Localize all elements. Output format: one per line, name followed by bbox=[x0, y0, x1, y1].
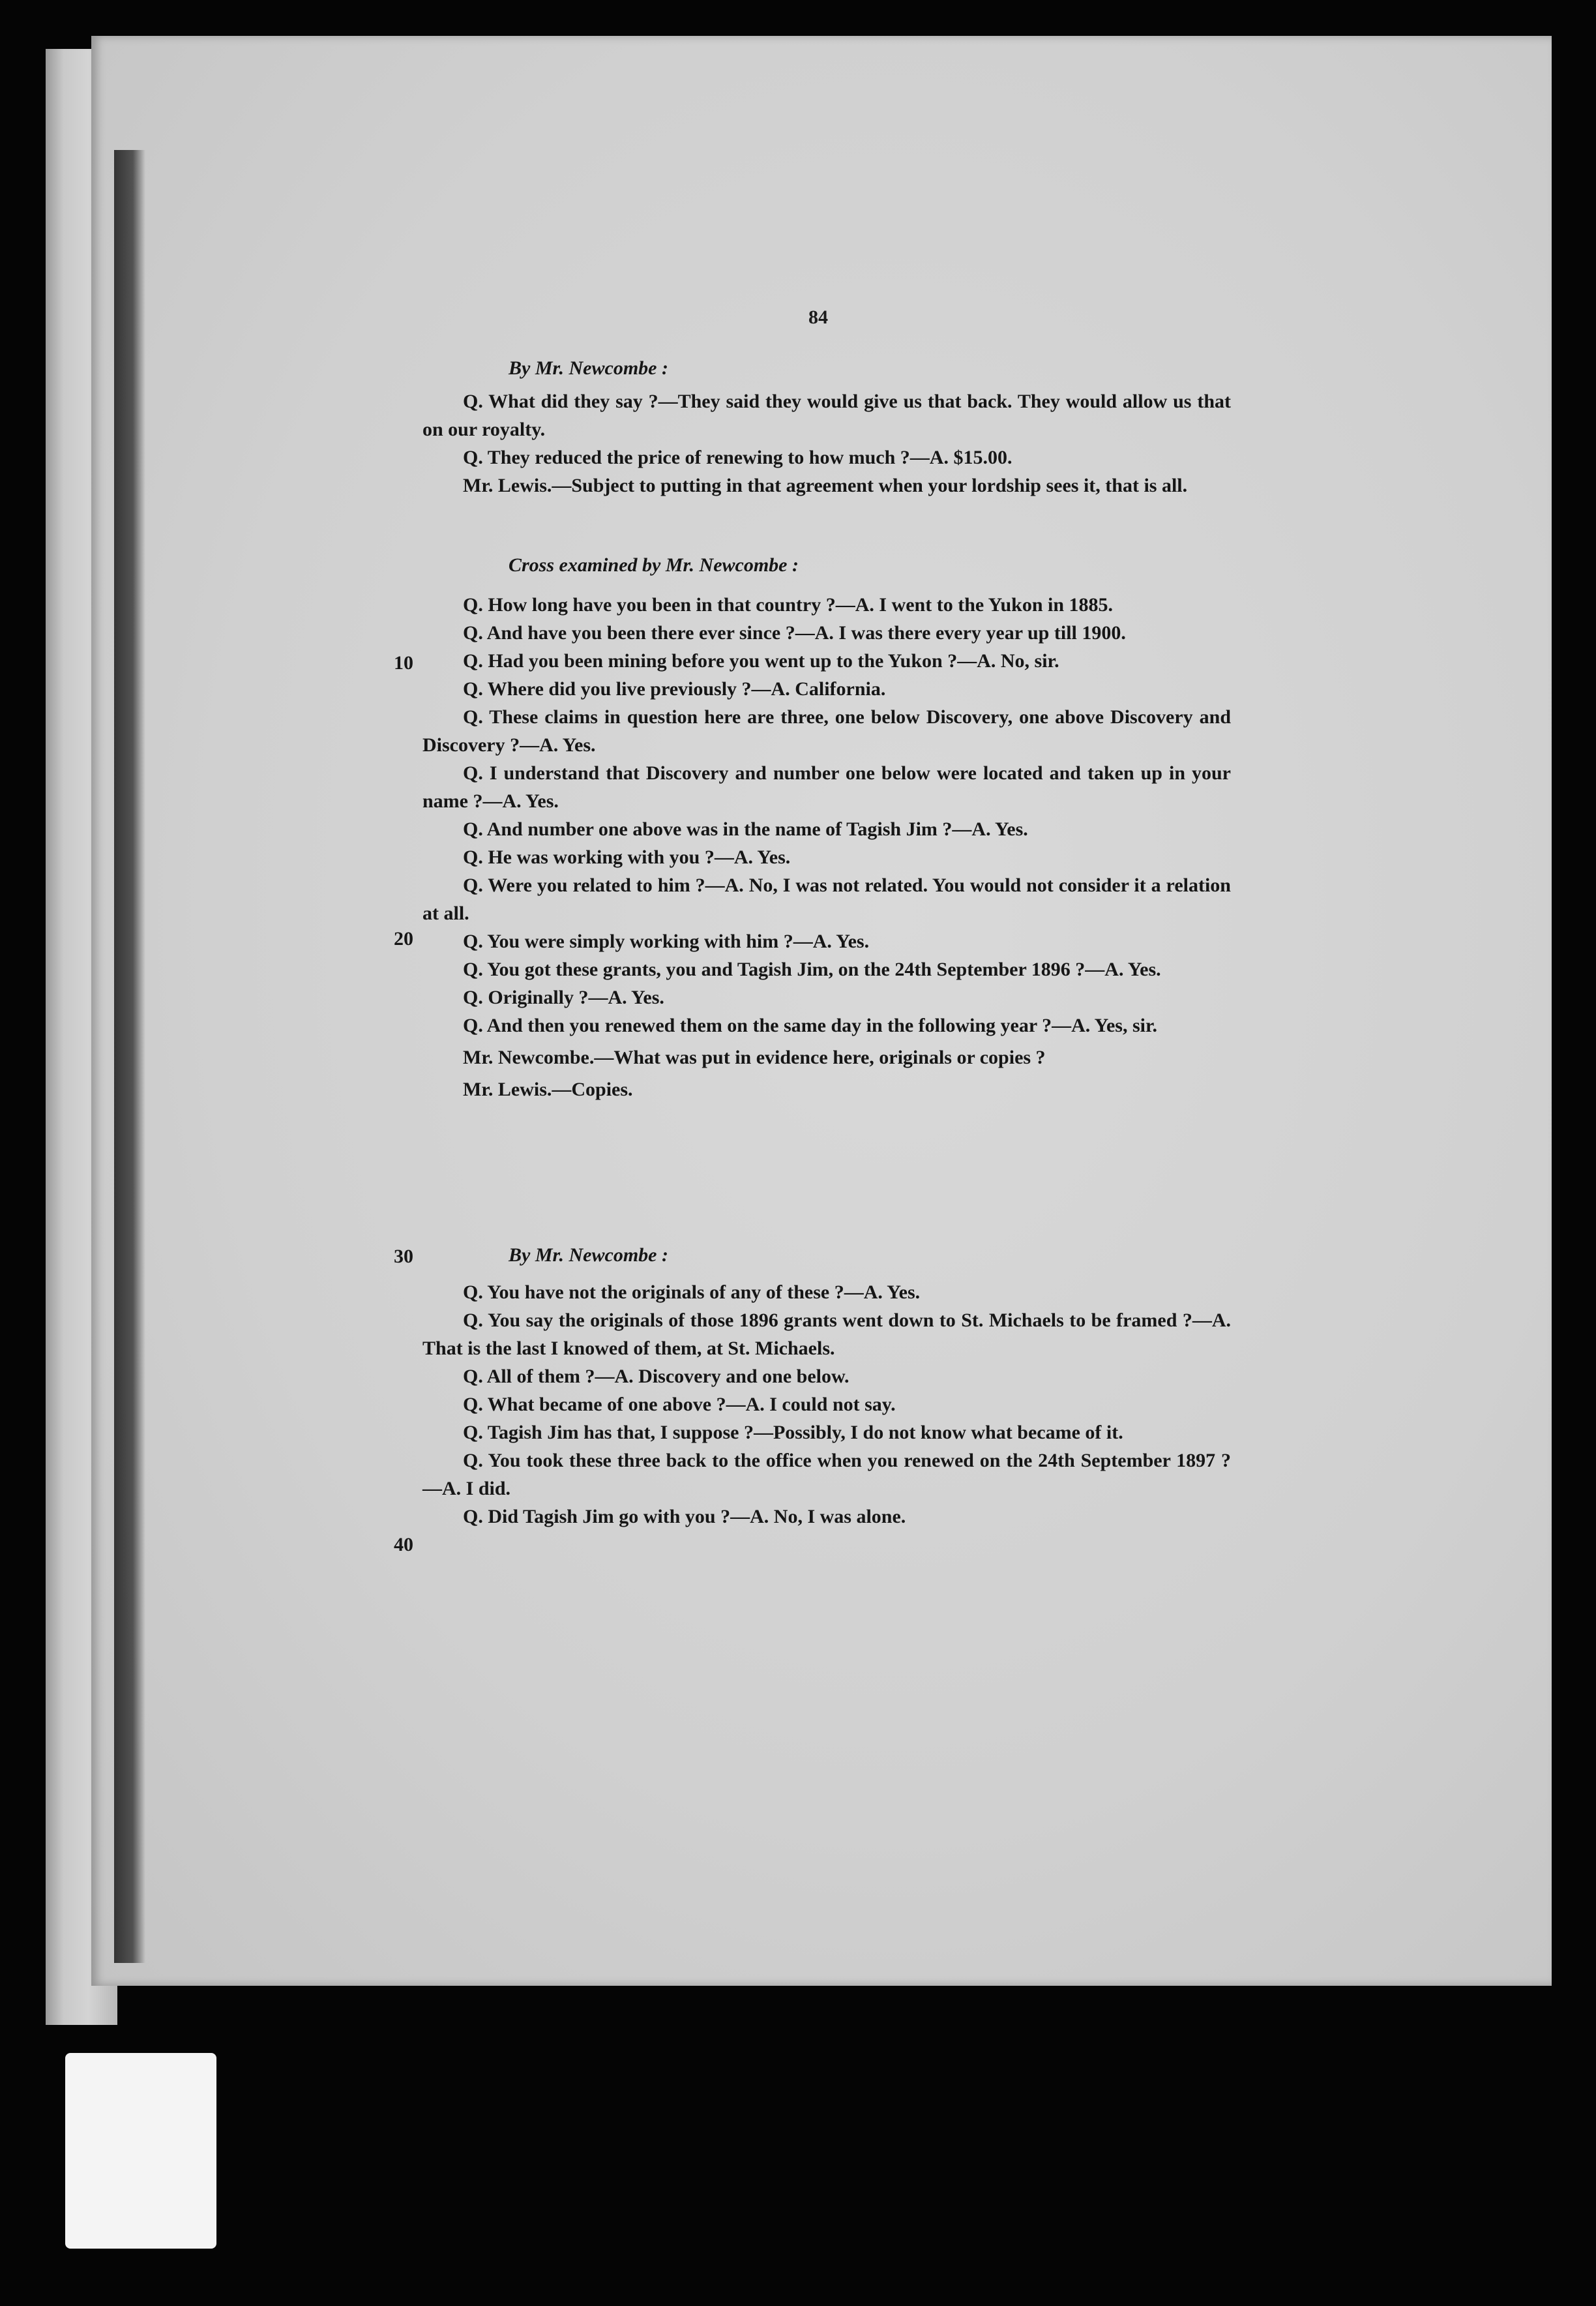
paragraph: Q. You were simply working with him ?—A. Yes. bbox=[463, 931, 870, 952]
section-heading: By Mr. Newcombe : bbox=[509, 357, 668, 379]
paragraph: Q. You took these three back to the office when you renewed on the 24th September 1897 ?—A. I did. bbox=[422, 1450, 1231, 1499]
paragraph: Q. You say the originals of those 1896 grants went down to St. Michaels to be framed ?—A. That is the last I knowed of them, at St. Michaels. bbox=[422, 1310, 1231, 1359]
paragraph: Q. These claims in question here are three, one below Discovery, one above Discovery and Discovery ?—A. Yes. bbox=[422, 706, 1231, 756]
page-fold-shadow bbox=[114, 150, 145, 1963]
paragraph: Q. Where did you live previously ?—A. California. bbox=[463, 678, 886, 700]
paragraph: Q. Originally ?—A. Yes. bbox=[463, 987, 664, 1008]
paragraph: Q. And have you been there ever since ?—A. I was there every year up till 1900. bbox=[463, 622, 1126, 644]
film-label-card bbox=[65, 2053, 216, 2249]
paragraph: Q. What did they say ?—They said they would give us that back. They would allow us that on our royalty. bbox=[422, 391, 1231, 440]
section-body bbox=[422, 1278, 1231, 1531]
paragraph: Q. Had you been mining before you went up to the Yukon ?—A. No, sir. bbox=[463, 650, 1059, 672]
line-number: 20 bbox=[394, 928, 413, 950]
paragraph: Q. And then you renewed them on the same day in the following year ?—A. Yes, sir. bbox=[463, 1015, 1158, 1036]
paragraph: Q. What became of one above ?—A. I could not say. bbox=[463, 1394, 896, 1415]
paragraph: Q. Tagish Jim has that, I suppose ?—Possibly, I do not know what became of it. bbox=[463, 1422, 1123, 1443]
line-number: 30 bbox=[394, 1246, 413, 1267]
section-body bbox=[422, 387, 1231, 500]
paragraph: Q. He was working with you ?—A. Yes. bbox=[463, 846, 791, 868]
paragraph: Q. Did Tagish Jim go with you ?—A. No, I was alone. bbox=[463, 1506, 906, 1527]
paragraph: Q. And number one above was in the name of Tagish Jim ?—A. Yes. bbox=[463, 818, 1028, 840]
paragraph: Q. They reduced the price of renewing to how much ?—A. $15.00. bbox=[463, 447, 1012, 468]
paragraph: Mr. Lewis.—Copies. bbox=[463, 1079, 633, 1100]
page-number: 84 bbox=[808, 307, 828, 328]
line-number: 10 bbox=[394, 652, 413, 674]
section-heading: By Mr. Newcombe : bbox=[509, 1244, 668, 1266]
paragraph: Mr. Lewis.—Subject to putting in that agreement when your lordship sees it, that is all. bbox=[463, 475, 1188, 496]
paragraph: Q. Were you related to him ?—A. No, I was not related. You would not consider it a relation at all. bbox=[422, 875, 1231, 924]
paragraph: Q. I understand that Discovery and number one below were located and taken up in your name ?—A. Yes. bbox=[422, 762, 1231, 812]
paragraph: Q. How long have you been in that country ?—A. I went to the Yukon in 1885. bbox=[463, 594, 1114, 616]
paragraph: Q. You have not the originals of any of these ?—A. Yes. bbox=[463, 1281, 921, 1303]
section-heading: Cross examined by Mr. Newcombe : bbox=[509, 554, 799, 576]
paragraph: Q. You got these grants, you and Tagish Jim, on the 24th September 1896 ?—A. Yes. bbox=[463, 959, 1161, 980]
line-number: 40 bbox=[394, 1534, 413, 1555]
paragraph: Q. All of them ?—A. Discovery and one below. bbox=[463, 1366, 850, 1387]
paragraph: Mr. Newcombe.—What was put in evidence here, originals or copies ? bbox=[463, 1047, 1046, 1068]
section-body bbox=[422, 591, 1231, 1103]
